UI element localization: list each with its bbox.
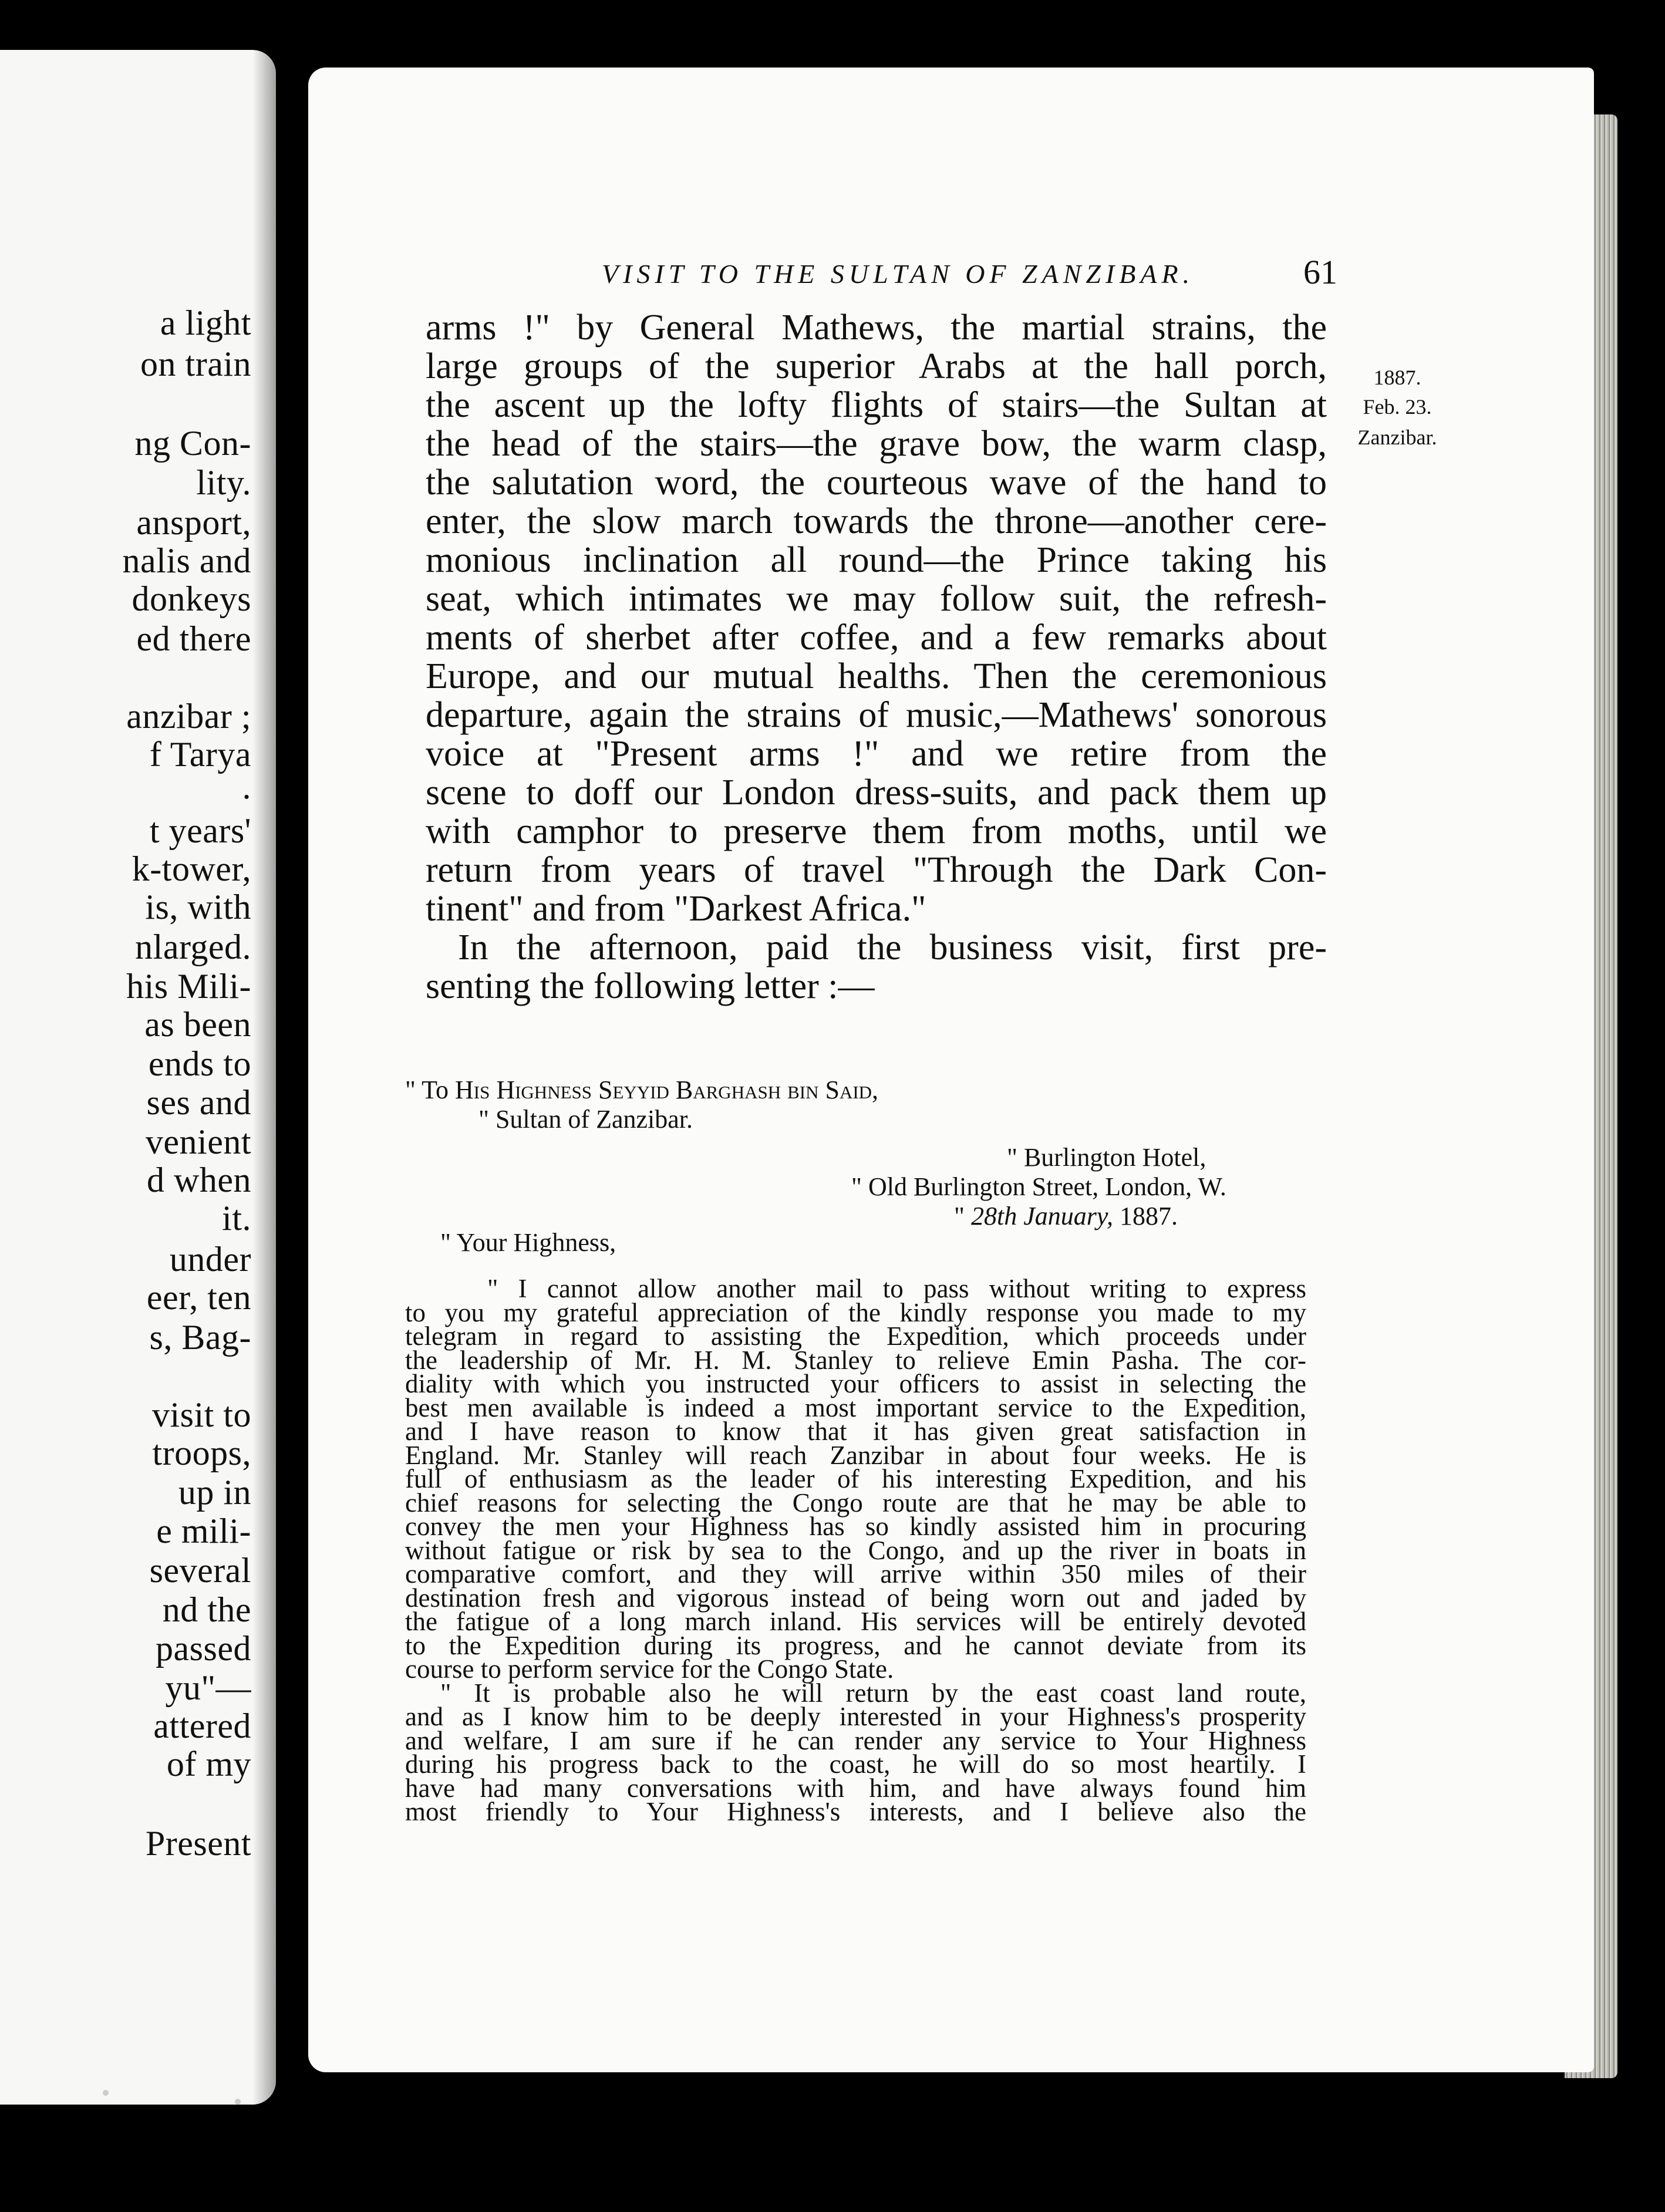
- body-line: with camphor to preserve them from moths, until we: [426, 811, 1327, 851]
- left-page-line: t years': [149, 811, 251, 850]
- letter-line: England. Mr. Stanley will reach Zanzibar in about four weeks. He is: [405, 1440, 1306, 1470]
- gutter-shadow: [252, 50, 276, 2105]
- left-page-line: a light: [160, 304, 251, 342]
- letter-line: without fatigue or risk by sea to the Congo, and up the river in boats in: [405, 1535, 1306, 1565]
- letter-street: " Old Burlington Street, London, W.: [851, 1172, 1226, 1201]
- letter-line: diality with which you instructed your officers to assist in selecting the: [405, 1369, 1306, 1398]
- letter-greeting: " Your Highness,: [440, 1228, 616, 1257]
- body-line: the salutation word, the courteous wave of the hand to: [426, 463, 1327, 503]
- margin-note-year: 1887.: [1373, 366, 1421, 389]
- body-text: [426, 308, 1327, 1006]
- left-page-line: of my: [166, 1745, 251, 1783]
- body-line: the ascent up the lofty flights of stairs—the Sultan at: [426, 385, 1327, 425]
- letter-line: comparative comfort, and they will arrive within 350 miles of their: [405, 1559, 1306, 1589]
- letter-line: most friendly to Your Highness's interests, and I believe also the: [405, 1797, 1306, 1826]
- left-page-line: k-tower,: [132, 849, 251, 888]
- left-page-line: anzibar ;: [126, 697, 251, 736]
- margin-note-date: Feb. 23.: [1363, 395, 1432, 419]
- running-head: VISIT TO THE SULTAN OF ZANZIBAR.: [602, 259, 1195, 289]
- left-page-line: up in: [178, 1473, 251, 1512]
- left-page-line: Present: [145, 1824, 251, 1863]
- body-line: return from years of travel "Through the Dark Con-: [426, 850, 1327, 890]
- left-page-line: nalis and: [122, 541, 251, 580]
- body-line: scene to doff our London dress-suits, and pack them up: [426, 773, 1327, 812]
- left-page-line: it.: [222, 1199, 251, 1237]
- letter-line: during his progress back to the coast, he will do so most heartily. I: [405, 1749, 1306, 1779]
- left-page-line: e mili-: [156, 1512, 251, 1550]
- letter-line: the leadership of Mr. H. M. Stanley to relieve Emin Pasha. The cor-: [405, 1345, 1306, 1375]
- left-page-line: donkeys: [132, 579, 251, 618]
- left-page-line: yu"—: [165, 1668, 251, 1707]
- letter-line: and as I know him to be deeply interested in your Highness's prosperity: [405, 1702, 1306, 1731]
- body-line: In the afternoon, paid the business visit, first pre-: [458, 928, 1327, 967]
- body-line: arms !" by General Mathews, the martial strains, the: [426, 308, 1327, 348]
- left-page-line: venient: [145, 1122, 251, 1161]
- left-page-line: s, Bag-: [149, 1318, 251, 1357]
- letter-line: " I cannot allow another mail to pass without writing to express: [487, 1274, 1306, 1303]
- letter-line: the fatigue of a long march inland. His services will be entirely devoted: [405, 1607, 1306, 1636]
- body-line: Europe, and our mutual healths. Then the ceremonious: [426, 656, 1327, 696]
- letter-line: to you my grateful appreciation of the kindly response you made to my: [405, 1297, 1306, 1327]
- left-page-line: ansport,: [136, 503, 251, 542]
- letter-line: chief reasons for selecting the Congo route are that he may be able to: [405, 1488, 1306, 1518]
- left-page-line: passed: [156, 1629, 251, 1668]
- letter-line: have had many conversations with him, and have always found him: [405, 1773, 1306, 1803]
- left-page-line: .: [242, 767, 251, 806]
- left-page-line: f Tarya: [149, 735, 251, 774]
- left-page-line: nd the: [162, 1590, 251, 1629]
- left-page-line: under: [169, 1240, 251, 1279]
- letter-line: telegram in regard to assisting the Expedition, which proceeds under: [405, 1321, 1306, 1351]
- body-line: ments of sherbet after coffee, and a few remarks about: [426, 618, 1327, 657]
- letter-addressee: " To His Highness Seyyid Barghash bin Said,: [405, 1075, 879, 1104]
- body-line: departure, again the strains of music,—Mathews' sonorous: [426, 695, 1327, 735]
- left-page-line: his Mili-: [126, 967, 251, 1006]
- body-line: tinent" and from "Darkest Africa.": [426, 889, 926, 929]
- letter-line: and I have reason to know that it has given great satisfaction in: [405, 1417, 1306, 1446]
- letter-line: full of enthusiasm as the leader of his interesting Expedition, and his: [405, 1464, 1306, 1493]
- dust-speck: [235, 2099, 241, 2105]
- left-page-line: on train: [140, 345, 251, 383]
- page-number: 61: [1303, 253, 1337, 291]
- left-page-line: ed there: [136, 619, 251, 658]
- left-page-line: troops,: [152, 1434, 251, 1472]
- body-line: large groups of the superior Arabs at the hall porch,: [426, 346, 1327, 386]
- left-page-line: d when: [147, 1161, 251, 1199]
- letter-date: " 28th January, 1887.: [954, 1202, 1178, 1230]
- letter-addressee-title: " Sultan of Zanzibar.: [478, 1105, 693, 1134]
- body-line: voice at "Present arms !" and we retire from the: [426, 734, 1327, 774]
- dust-speck: [103, 2090, 109, 2096]
- left-page-line: ng Con-: [134, 424, 251, 463]
- body-line: enter, the slow march towards the throne—another cere-: [426, 501, 1327, 541]
- letter-line: best men available is indeed a most important service to the Expedition,: [405, 1392, 1306, 1422]
- left-page: [0, 50, 276, 2105]
- body-line: seat, which intimates we may follow suit, the refresh-: [426, 579, 1327, 619]
- letter-line: destination fresh and vigorous instead of being worn out and jaded by: [405, 1583, 1306, 1613]
- left-page-line: lity.: [196, 463, 251, 502]
- left-page-line: several: [149, 1551, 251, 1590]
- left-page-line: ses and: [146, 1083, 251, 1122]
- left-page-line: nlarged.: [135, 928, 251, 966]
- body-line: monious inclination all round—the Prince taking his: [426, 540, 1327, 580]
- letter-line: and welfare, I am sure if he can render any service to Your Highness: [405, 1725, 1306, 1755]
- letter-body: [405, 1274, 1306, 1826]
- letter-line: course to perform service for the Congo State.: [405, 1654, 894, 1684]
- left-page-line: ends to: [148, 1044, 251, 1083]
- left-page-line: as been: [144, 1005, 251, 1044]
- letter-hotel: " Burlington Hotel,: [1007, 1143, 1206, 1172]
- left-page-line: attered: [153, 1707, 251, 1745]
- margin-note-place: Zanzibar.: [1357, 426, 1437, 449]
- body-line: the head of the stairs—the grave bow, the warm clasp,: [426, 424, 1327, 464]
- body-line: senting the following letter :—: [426, 966, 875, 1006]
- left-page-line: is, with: [145, 888, 251, 926]
- letter-line: to the Expedition during its progress, and he cannot deviate from its: [405, 1630, 1306, 1660]
- left-page-line: eer, ten: [146, 1278, 251, 1317]
- left-page-line: visit to: [151, 1395, 251, 1434]
- letter-line: " It is probable also he will return by the east coast land route,: [440, 1678, 1306, 1708]
- letter-line: convey the men your Highness has so kindly assisted him in procuring: [405, 1512, 1306, 1541]
